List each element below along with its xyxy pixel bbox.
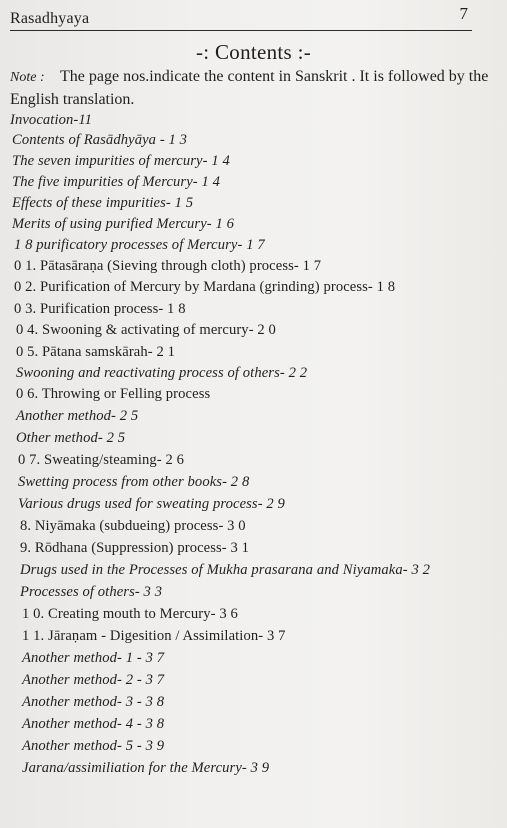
toc-entry: 1 1. Jāraṇam - Digesition / Assimilation- 3 7 [22, 628, 286, 644]
toc-entry: Another method- 5 - 3 9 [22, 738, 165, 754]
toc-entry: Another method- 4 - 3 8 [22, 716, 165, 732]
toc-entry: Swooning and reactivating process of others- 2 2 [16, 365, 308, 381]
toc-entry: 0 3. Purification process- 1 8 [14, 301, 186, 317]
toc-entry: 0 2. Purification of Mercury by Mardana (grinding) process- 1 8 [14, 279, 396, 295]
toc-entry: Processes of others- 3 3 [20, 584, 163, 600]
toc-entry: 1 0. Creating mouth to Mercury- 3 6 [22, 606, 238, 622]
toc-entry: 0 5. Pātana samskārah- 2 1 [16, 344, 176, 360]
toc-entry: The five impurities of Mercury- 1 4 [12, 174, 221, 190]
page-number: 7 [459, 4, 468, 23]
toc-entry: 0 7. Sweating/steaming- 2 6 [18, 452, 185, 468]
toc-entry: Merits of using purified Mercury- 1 6 [12, 216, 235, 232]
note-text: The page nos.indicate the content in Sanskrit . It is followed by the English translation. [10, 68, 489, 108]
toc-entry: Another method- 2 5 [16, 408, 139, 424]
toc-entry: 1 8 purificatory processes of Mercury- 1 7 [14, 237, 265, 253]
note-paragraph [10, 66, 490, 111]
running-head: Rasadhyaya [10, 10, 90, 27]
toc-entry: Jarana/assimiliation for the Mercury- 3 9 [22, 760, 270, 776]
toc-entry: Contents of Rasādhyāya - 1 3 [12, 132, 188, 148]
toc-entry: Another method- 3 - 3 8 [22, 694, 165, 710]
toc-entry: The seven impurities of mercury- 1 4 [12, 153, 230, 169]
toc-entry: Other method- 2 5 [16, 430, 126, 446]
toc-entry: Another method- 2 - 3 7 [22, 672, 165, 688]
toc-entry: Invocation-11 [10, 112, 93, 128]
contents-title: -: Contents :- [195, 40, 312, 64]
toc-entry: Drugs used in the Processes of Mukha prasarana and Niyamaka- 3 2 [20, 562, 430, 578]
toc-entry: 8. Niyāmaka (subdueing) process- 3 0 [20, 518, 246, 534]
toc-entry: 0 1. Pātasāraṇa (Sieving through cloth) process- 1 7 [14, 258, 322, 274]
toc-entry: Another method- 1 - 3 7 [22, 650, 165, 666]
note-label: Note : [10, 70, 45, 85]
toc-entry: 0 6. Throwing or Felling process [16, 386, 211, 402]
toc-entry: 9. Rōdhana (Suppression) process- 3 1 [20, 540, 250, 556]
toc-entry: 0 4. Swooning & activating of mercury- 2 0 [16, 322, 276, 338]
toc-entry: Effects of these impurities- 1 5 [12, 195, 194, 211]
toc-entry: Swetting process from other books- 2 8 [18, 474, 250, 490]
page-header [10, 6, 472, 31]
toc-entry: Various drugs used for sweating process- 2 9 [18, 496, 285, 512]
